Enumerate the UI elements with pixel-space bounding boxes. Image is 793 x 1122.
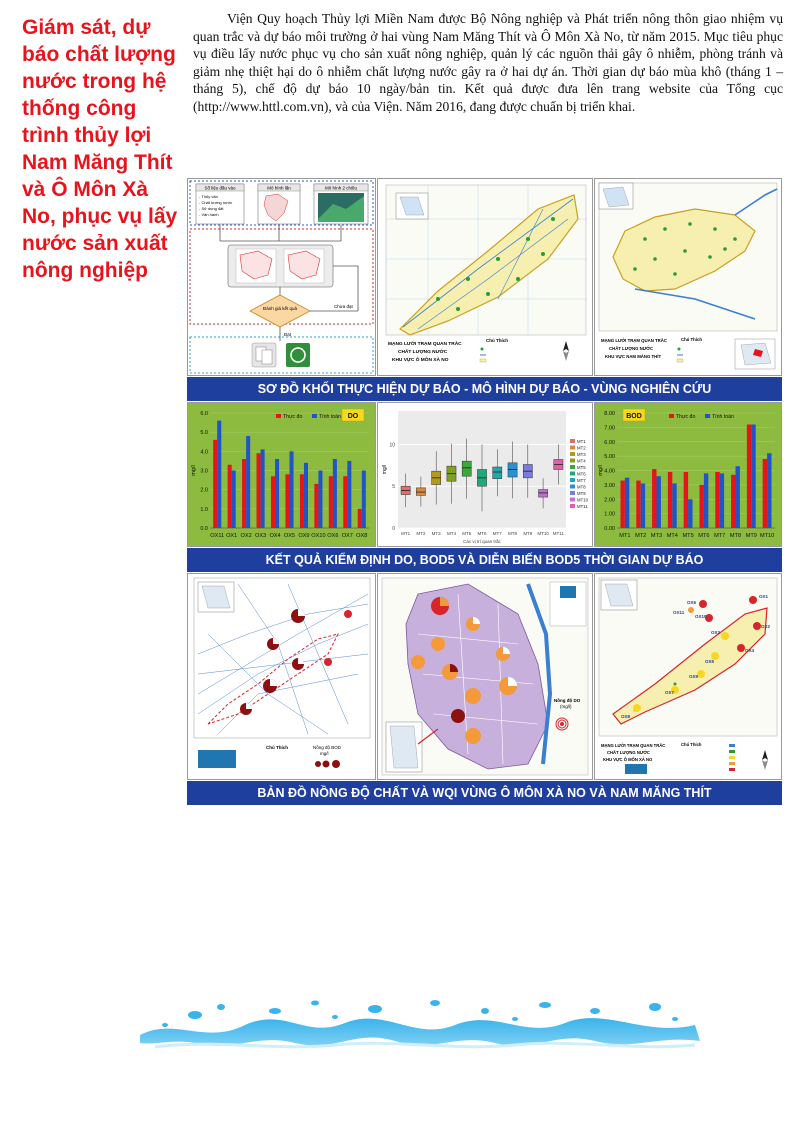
station-label: OX8 [621,714,631,719]
bod-legend-title: Nồng độ BOD [313,745,342,750]
not-ok-label: Chưa đạt [334,304,353,309]
legend-swatch [312,414,317,418]
bar [641,483,645,528]
y-tick-label: 4.00 [604,468,615,475]
web-icon [286,343,310,367]
legend-title: Chú Thích [486,338,508,343]
x-tick-label: MT1 [401,531,411,536]
bar [300,474,304,528]
legend-entry: MT7 [577,478,586,483]
bar [715,472,719,528]
box [508,463,517,477]
legend-title: Chú Thích [681,742,702,747]
legend-entry: MT4 [577,458,586,464]
bar [688,499,692,528]
y-tick-label: 5 [392,484,395,491]
y-tick-label: 7.00 [604,425,615,432]
do-legend-unit: (mg/l) [560,704,572,709]
legend-swatch [570,504,575,508]
bar [242,459,246,528]
bar [652,469,656,528]
input-item: - Sử dụng đất [199,206,224,211]
bar [668,472,672,528]
x-tick-label: MT7 [714,533,726,539]
box [462,461,471,476]
bar [347,461,351,528]
station-label: OX3 [711,630,721,635]
bar [747,425,751,529]
water-wave-decoration [135,995,705,1055]
do-bar-chart [188,403,375,546]
x-tick-label: OX10 [311,533,326,539]
model-2d-box [314,184,368,224]
station-label: OX11 [673,610,685,615]
bar [271,476,275,528]
x-tick-label: OX6 [327,533,339,539]
x-tick-label: OX5 [283,533,296,539]
x-tick-label: MT10 [759,533,775,539]
x-tick-label: OX2 [240,533,252,539]
input-data-label: Số liệu đầu vào [204,185,236,191]
map-nam-mang-thit [594,178,782,376]
chart-bod-panel [594,402,782,547]
y-tick-label: 2.0 [200,487,208,494]
legend-swatch [570,498,575,502]
bar [228,465,232,528]
legend-entry: Tính toán [319,414,341,420]
map-omon-xano [377,178,593,376]
bar [333,459,337,528]
y-axis-label: mg/l [382,464,388,475]
y-tick-label: 5.00 [604,454,615,461]
bar [314,484,318,528]
legend-entry: Thực đo [283,414,303,420]
map-caption: CHẤT LƯỢNG NƯỚC [398,350,448,355]
x-tick-label: MT2 [635,533,647,539]
bod-boxplot-chart [378,403,592,546]
station-label: OX10 [695,614,707,619]
y-tick-label: 3.00 [604,482,615,489]
bar [358,509,362,528]
output-icons [252,343,310,367]
legend-swatch [570,452,575,456]
x-tick-label: OX11 [210,533,225,539]
box [416,488,425,496]
decision-label: Đánh giá kết quả [262,306,298,311]
article-title: Giám sát, dự báo chất lượng nước trong hệ thống công trình thủy lợi Nam Măng Thít và Ô Môn Xà No, phục vụ lấy nước sản xuất nông nghiệp [22,16,178,282]
x-tick-label: MT9 [745,533,757,539]
bar [704,473,708,528]
map-caption: KHU VỰC Ô MÔN XÀ NO [603,757,653,762]
legend-swatch [669,414,674,418]
legend-swatch [570,459,575,463]
bar [304,463,308,528]
model-run-box [228,245,333,287]
map-caption: CHẤT LƯỢNG NƯỚC [607,750,650,755]
chart-do-panel [187,402,376,547]
model-2d-label: Mô hình 2 chiều [324,185,358,191]
legend-swatch [276,414,281,418]
bar [329,476,333,528]
x-axis-label: Các vị trí quan trắc [463,539,501,544]
legend-entry: MT1 [577,439,586,444]
legend-title: Chú Thích [681,337,703,342]
y-tick-label: 6.00 [604,439,615,446]
x-tick-label: OX9 [298,533,310,539]
model-1d-box [258,184,300,224]
bod-legend-unit: mg/l [320,751,329,756]
legend-entry: Tính toán [712,414,734,420]
bar [763,459,767,528]
bar [290,451,294,528]
bar [362,471,366,529]
y-tick-label: 8.00 [604,411,615,417]
flowchart-panel [187,178,376,376]
station-label: OX1 [759,594,769,599]
x-tick-label: MT6 [477,531,487,536]
y-tick-label: 1.0 [200,506,208,513]
bar [246,436,250,528]
legend-swatch [570,472,575,476]
y-tick-label: 10 [389,442,395,449]
chart-label: BOD [626,413,642,420]
bar [257,453,261,528]
banner-row2: KẾT QUẢ KIỂM ĐỊNH DO, BOD5 VÀ DIỄN BIẾN BOD5 THỜI GIAN DỰ BÁO [187,548,782,572]
institute-logo [198,750,236,768]
legend-entry: MT5 [577,465,586,470]
y-tick-label: 0 [392,526,395,532]
x-tick-label: MT3 [650,533,663,539]
x-tick-label: MT5 [462,531,472,536]
bar [318,471,322,529]
y-tick-label: 0.0 [200,526,208,532]
bar [672,483,676,528]
bar [232,471,236,529]
legend-swatch [570,485,575,489]
box [493,467,502,479]
legend-swatch [570,446,575,450]
y-tick-label: 2.00 [604,497,615,504]
y-tick-label: 6.0 [200,411,208,417]
x-tick-label: MT11 [552,531,564,536]
bar [636,481,640,528]
do-legend-title: Nồng độ DO [554,698,581,703]
legend-entry: MT3 [577,452,586,457]
bar [731,475,735,528]
station-label: OX4 [745,648,755,653]
bar [213,440,217,528]
legend-entry: MT6 [577,471,586,477]
x-tick-label: MT2 [416,531,426,536]
station-label: OX7 [665,690,675,695]
station-label: OX5 [705,659,715,664]
legend-swatch [705,414,710,418]
x-tick-label: OX8 [356,533,368,539]
legend-swatch [570,491,575,495]
bar [285,474,289,528]
map-caption: MẠNG LƯỚI TRẠM QUAN TRẮC [388,342,462,347]
bar [720,473,724,528]
y-tick-label: 0.00 [604,526,615,532]
input-item: - Chất lượng nước [199,200,233,205]
y-tick-label: 5.0 [200,430,208,437]
legend-entry: MT2 [577,445,586,451]
input-data-box [196,184,244,224]
y-axis-label: mg/l [191,465,197,476]
ok-label: Đạt [284,332,292,337]
legend-entry: MT10 [577,497,588,503]
map-caption: KHU VỰC Ô MÔN XÀ NO [392,358,449,363]
x-tick-label: MT4 [446,531,456,536]
x-tick-label: OX1 [226,533,238,539]
x-tick-label: MT7 [492,531,502,536]
x-tick-label: MT6 [698,533,710,539]
map-caption: KHU VỰC NAM MĂNG THÍT [605,354,662,359]
x-tick-label: MT9 [523,531,533,536]
legend-entry: MT9 [577,491,586,496]
x-tick-label: MT8 [729,533,742,539]
legend-title: Chú Thích [266,745,288,750]
bar [699,485,703,528]
banner-row1: SƠ ĐỒ KHỐI THỰC HIỆN DỰ BÁO - MÔ HÌNH DỰ BÁO - VÙNG NGHIÊN CỨU [187,377,782,401]
map-do-concentration [377,573,593,780]
legend-entry: Thực đo [676,414,696,420]
bar [625,478,629,528]
map-wqi [594,573,782,780]
station-label: OX6 [687,600,697,605]
model-1d-label: Mô hình lấn [267,185,291,191]
decision-diamond [250,295,310,327]
y-axis-label: mg/l [598,465,604,476]
bar [620,481,624,528]
station-label: OX2 [761,624,771,629]
y-tick-label: 1.00 [604,511,615,518]
bar [684,472,688,528]
bar [261,449,265,528]
bar [767,453,771,528]
map-bod-concentration [187,573,376,780]
x-tick-label: MT4 [666,533,678,539]
bar [751,425,755,529]
x-tick-label: MT3 [431,531,441,536]
x-tick-label: OX3 [254,533,267,539]
station-label: OX9 [689,674,699,679]
legend-entry: MT11 [577,504,588,509]
article-body: Viện Quy hoạch Thủy lợi Miền Nam được Bộ Nông nghiệp và Phát triển nông thôn giao nhiệm vụ quan trắc và dự báo môi trường ở hai vùng Nam Măng Thít và Ô Môn Xà No, từ năm 2015. Mục tiêu phục vụ điều lấy nước phục vụ cho sản xuất nông nghiệp, quản lý các nguồn thải gây ô nhiễm, phòng tránh và giảm nhẹ thiệt hại do ô nhiễm chất lượng nước gây ra ở hai dự án. Thời gian dự báo mùa khô (tháng 1 – tháng 5), chế độ dự báo 10 ngày/bản tin. Kết quả được đưa lên trang website của Tổng cục (http://www.httl.com.vn), và của Viện. Năm 2016, đang được chuẩn bị triển khai. [193,11,783,114]
map-caption: MẠNG LƯỚI TRẠM QUAN TRẮC [601,338,667,343]
bar [275,459,279,528]
map-caption: CHẤT LƯỢNG NƯỚC [609,346,654,351]
chart-box-panel [377,402,593,547]
map-caption: MẠNG LƯỚI TRẠM QUAN TRẮC [601,743,666,748]
bar [657,476,661,528]
chart-label: DO [347,413,359,420]
x-tick-label: MT1 [619,533,631,539]
x-tick-label: OX4 [269,533,281,539]
bar [343,476,347,528]
box [539,490,548,498]
legend-swatch [570,439,575,443]
bar [736,466,740,528]
x-tick-label: MT5 [682,533,694,539]
y-tick-label: 4.0 [200,449,208,456]
legend-swatch [570,465,575,469]
y-tick-label: 3.0 [200,468,208,475]
banner-row3: BẢN ĐỒ NỒNG ĐỘ CHẤT VÀ WQI VÙNG Ô MÔN XÀ NO VÀ NAM MĂNG THÍT [187,781,782,805]
input-item: - Thủy văn [199,194,218,199]
bar [217,421,221,528]
x-tick-label: MT10 [537,531,549,536]
input-item: - Vận hành [199,212,219,217]
x-tick-label: MT8 [508,531,518,536]
bod-bar-chart [595,403,781,546]
legend-entry: MT8 [577,484,586,490]
x-tick-label: OX7 [341,533,353,539]
legend-swatch [570,478,575,482]
